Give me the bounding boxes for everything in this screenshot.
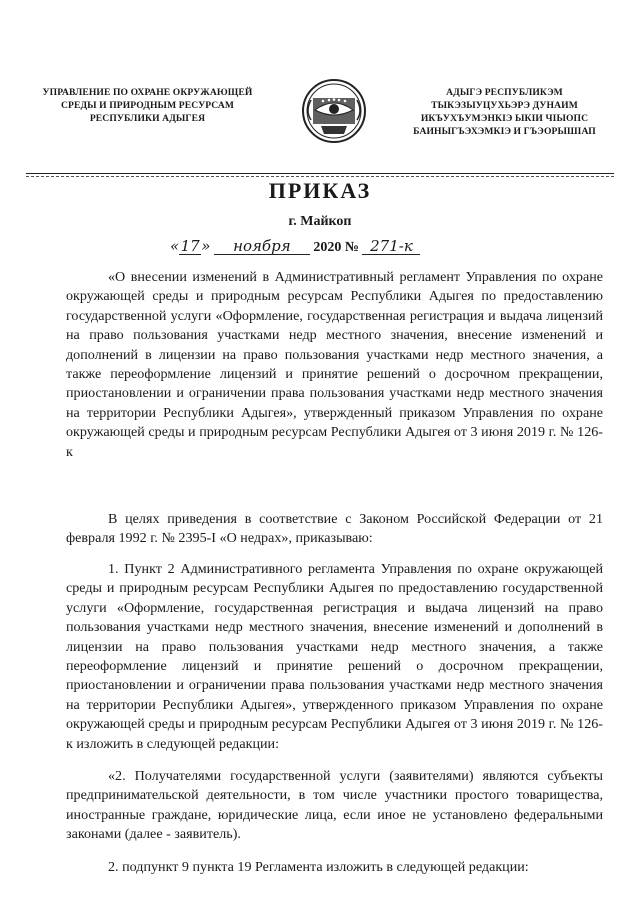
- date-day: 17: [180, 237, 200, 255]
- header-divider-dashed: [26, 176, 614, 177]
- order-subject: «О внесении изменений в Административный регламент Управления по охране окружающей среды и природным ресурсам Республики Адыгея по предоставлению государственной услуги «Оформление, государственная регистрация и выдача лицензий на право пользования участками недр местного значения, внесение изменений и дополнений в лицензии на право пользования участками недр местного значения, а также переоформление лицензий и принятие решений о досрочном прекращении, приостановлении и ограничении права пользования участками недр местного значения на территории Республики Адыгея», утвержденный приказом Управления по охране окружающей среды и природным ресурсам Республики Адыгея от 3 июня 2019 г. № 126-к: [66, 269, 603, 460]
- order-basis-paragraph: В целях приведения в соответствие с Законом Российской Федерации от 21 февраля 1992 г. № 2395-I «О недрах», приказываю:: [66, 511, 603, 547]
- date-close-quote: »: [201, 237, 211, 255]
- org-header-russian: [30, 86, 265, 125]
- org-header-line: УПРАВЛЕНИЕ ПО ОХРАНЕ ОКРУЖАЮЩЕЙ: [42, 87, 253, 98]
- date-year: 2020 №: [313, 240, 359, 255]
- document-body: [66, 268, 603, 888]
- org-header-line: ТЫКЭЗЫУЦУХЬЭРЭ ДУНАИМ: [431, 100, 578, 111]
- document-city: г. Майкоп: [288, 214, 352, 229]
- order-item-2: 2. подпункт 9 пункта 19 Регламента изложить в следующей редакции:: [108, 858, 529, 875]
- coat-of-arms-emblem: [301, 76, 367, 146]
- header-divider: [26, 173, 614, 174]
- document-date-line: [170, 237, 420, 256]
- org-header-line: СРЕДЫ И ПРИРОДНЫМ РЕСУРСАМ: [60, 100, 235, 111]
- order-quoted-text: «2. Получателями государственной услуги (заявителями) являются субъекты предпринимательской деятельности, в том числе участники простого товарищества, иностранные граждане, юридические лица, если иное не установлено федеральными законами (далее - заявитель).: [66, 767, 603, 843]
- document-title: ПРИКАЗ: [268, 178, 372, 203]
- org-header-line: РЕСПУБЛИКИ АДЫГЕЯ: [89, 113, 206, 124]
- org-header-line: ИКЪУХЪУМЭНКIЭ ЫКIИ ЧIЫОПС: [420, 113, 589, 124]
- date-month: ноября: [214, 239, 310, 255]
- org-header-line: БАИНЫГЪЭХЭМКIЭ И ГЪЭОРЫШIАП: [413, 126, 596, 137]
- document-number: 271-к: [362, 239, 420, 255]
- org-header-adyghe: [392, 86, 617, 138]
- date-open-quote: «: [170, 237, 180, 255]
- order-item-1: 1. Пункт 2 Административного регламента Управления по охране окружающей среды и природным ресурсам Республики Адыгея по предоставлению государственной услуги «Оформление, государственная регистрация и выдача лицензий на право пользования участками недр местного значения, внесение изменений и дополнений в лицензии на право пользования участками недр местного значения, а также переоформление лицензий и принятие решений о досрочном прекращении, приостановлении и ограничении права пользования участками недр местного значения на территории Республики Адыгея», утвержденного приказом Управления по охране окружающей среды и природным ресурсам Республики Адыгея от 3 июня 2019 г. № 126-к изложить в следующей редакции:: [66, 560, 603, 752]
- org-header-line: АДЫГЭ РЕСПУБЛИКЭМ: [446, 87, 563, 98]
